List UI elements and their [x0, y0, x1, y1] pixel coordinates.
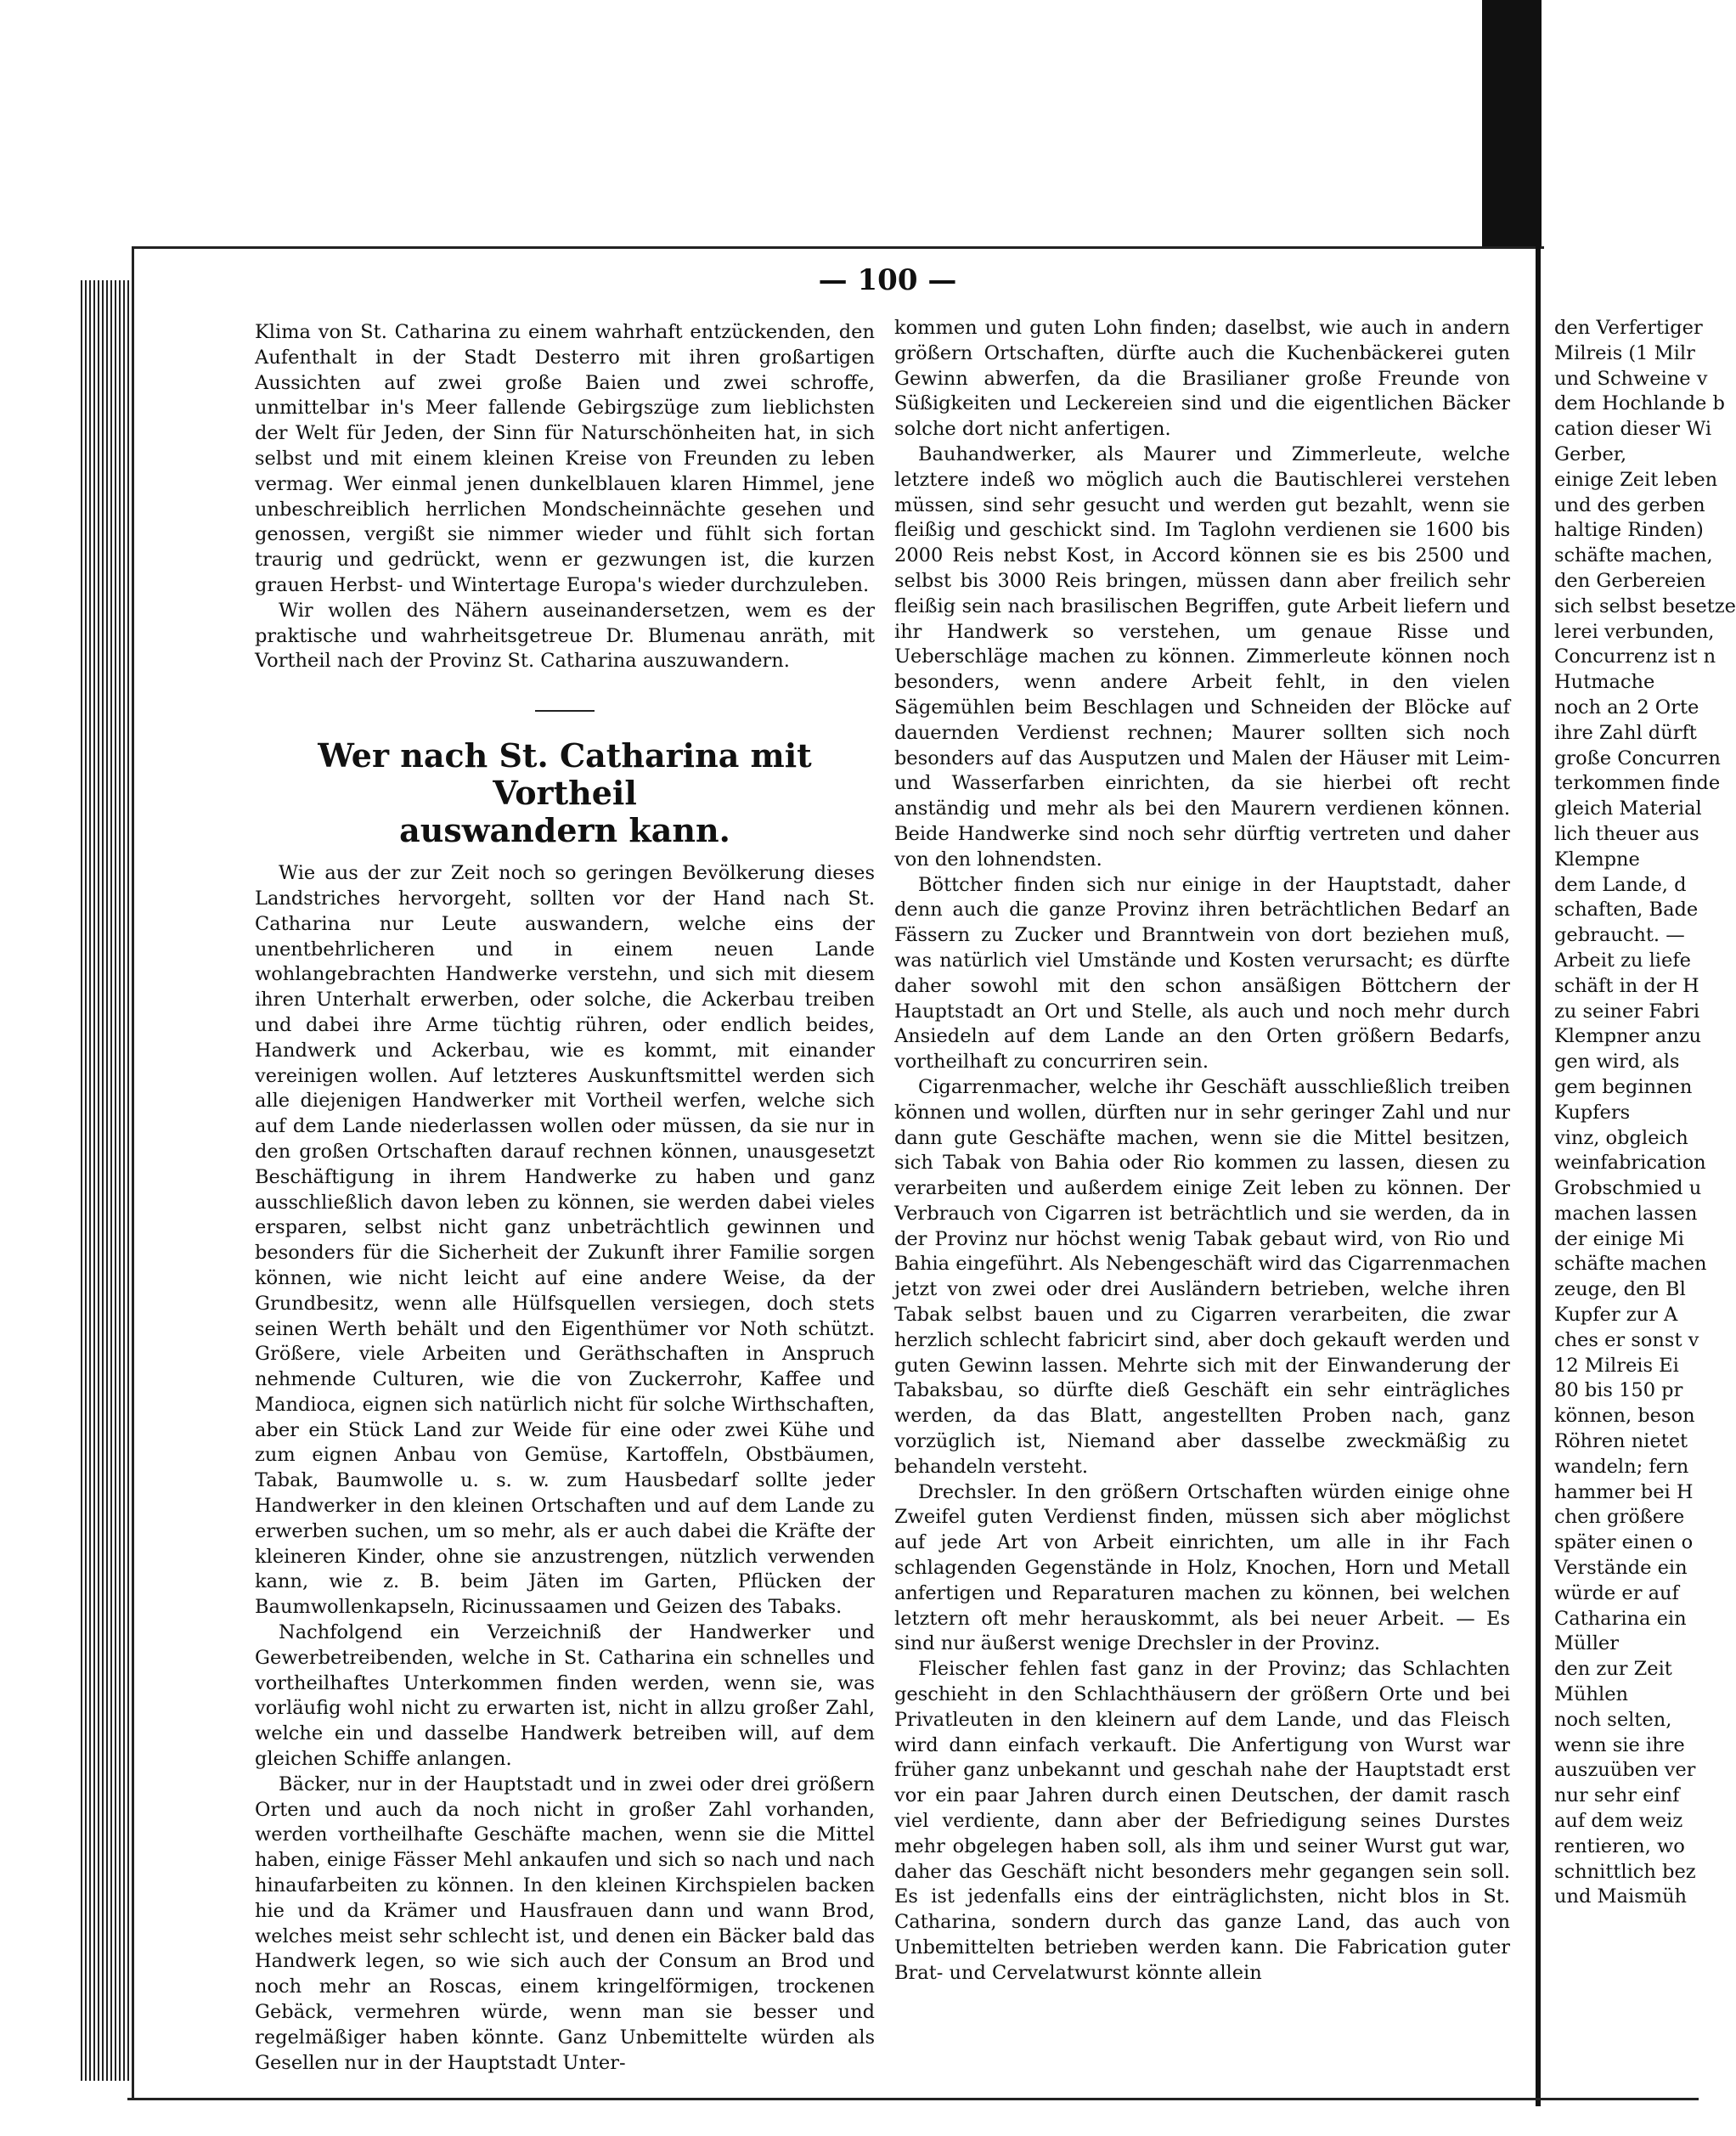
- right-column-line: Catharina ein: [1554, 1607, 1687, 1630]
- right-column-line: einige Zeit leben: [1554, 468, 1718, 491]
- right-column-line: nur sehr einf: [1554, 1784, 1680, 1807]
- right-column-cut-off: [1554, 316, 1736, 1910]
- right-column-line: und des gerben: [1554, 493, 1705, 516]
- right-column-line: auszuüben ver: [1554, 1759, 1696, 1782]
- right-column-line: schäfte machen,: [1554, 544, 1713, 567]
- right-column-line: Kupfer zur A: [1554, 1304, 1678, 1327]
- body-paragraph: Drechsler. In den größern Ortschaften würden einige ohne Zweifel guten Verdienst finden, müssen sich aber möglichst auf jede Art von Arbeit einrichten, um alle in ihr Fach schlagenden Gegenstände in Holz, Knochen, Horn und Metall anfertigen und Reparaturen machen zu können, bei welchen letztern oft mehr herauskommt, als bei neuer Arbeit. — Es sind nur äußerst wenige Drechsler in der Provinz.: [894, 1480, 1510, 1655]
- right-column-line: der einige Mi: [1554, 1227, 1684, 1250]
- right-column-line: dem Hochlande b: [1554, 392, 1725, 415]
- right-column-line: später einen o: [1554, 1531, 1694, 1554]
- right-column-line: wandeln; fern: [1554, 1455, 1689, 1478]
- right-column-line: lerei verbunden,: [1554, 620, 1715, 643]
- right-column-line: schäfte machen: [1554, 1253, 1707, 1276]
- body-paragraph: Nachfolgend ein Verzeichniß der Handwerker und Gewerbetreibenden, welche in St. Catharina ein schnelles und vortheilhaftes Unterkommen finden werden, wenn sie, was vorläufig wohl nicht zu erwarten ist, nicht in allzu großer Zahl, welche ein und dasselbe Handwerk betreiben will, auf dem gleichen Schiffe anlangen.: [255, 1621, 875, 1771]
- right-column-line: gebraucht. —: [1554, 924, 1685, 947]
- intro-paragraph: Wir wollen des Nähern auseinandersetzen, wem es der praktische und wahrheitsgetreue Dr. Blumenau anräth, mit Vortheil nach der Provinz St. Catharina auszuwandern.: [255, 599, 875, 673]
- right-column-line: cation dieser Wi: [1554, 418, 1712, 441]
- right-column-line: zeuge, den Bl: [1554, 1278, 1686, 1301]
- right-column-line: würde er auf: [1554, 1581, 1679, 1604]
- right-column-line: große Concurren: [1554, 747, 1721, 769]
- right-column-line: Verstände ein: [1554, 1557, 1688, 1580]
- book-gutter-shadow: [1482, 0, 1542, 246]
- right-column-line: lich theuer aus: [1554, 822, 1699, 845]
- right-column-line: Mühlen: [1554, 1683, 1629, 1706]
- right-column-line: den zur Zeit: [1554, 1658, 1672, 1681]
- right-column-line: haltige Rinden): [1554, 519, 1704, 542]
- right-column-line: Arbeit zu liefe: [1554, 949, 1691, 972]
- body-paragraph: Böttcher finden sich nur einige in der Hauptstadt, daher denn auch die ganze Provinz ihren beträchtlichen Bedarf an Fässern zu Zucker und Branntwein von dort beziehen muß, was natürlich viel Umstände und Kosten verursacht; es dürfte daher sowohl mit den schon ansäßigen Böttchern der Hauptstadt an Ort und Stelle, als auch und noch mehr durch Ansiedeln auf dem Lande an den Orten größern Bedarfs, vortheilhaft zu concurriren sein.: [894, 873, 1510, 1074]
- right-column-line: schäft in der H: [1554, 974, 1699, 997]
- right-column-line: noch an 2 Orte: [1554, 696, 1699, 719]
- right-column-line: Müller: [1554, 1632, 1619, 1655]
- book-gutter-line: [1536, 238, 1541, 2106]
- right-column-line: sich selbst besetze: [1554, 595, 1736, 617]
- right-column-line: Hutmache: [1554, 671, 1655, 694]
- right-column-line: können, beson: [1554, 1405, 1695, 1428]
- page-number: — 100 —: [818, 263, 957, 297]
- right-column-line: rentieren, wo: [1554, 1834, 1685, 1857]
- body-paragraph: Wie aus der zur Zeit noch so geringen Bevölkerung dieses Landstriches hervorgeht, sollten vor der Hand nach St. Catharina nur Leute auswandern, welche eins der unentbehrlicheren und in einem neuen Lande wohlangebrachten Handwerke verstehn, und sich mit diesem ihren Unterhalt erwerben, oder solche, die Ackerbau treiben und dabei ihre Arme tüchtig rühren, oder endlich beides, Handwerk und Ackerbau, wie es kommt, mit einander vereinigen wollen. Auf letzteres Auskunftsmittel werden sich alle diejenigen Handwerker mit Vortheil werfen, welche sich auf dem Lande niederlassen wollen oder müssen, da sie nur in den großen Ortschaften darauf rechnen können, unausgesetzt Beschäftigung in ihrem Handwerke zu haben und ganz ausschließlich davon leben zu können, sie werden dabei vieles ersparen, selbst nicht ganz unbeträchtlich gewinnen und besonders für die Sicherheit der Zukunft ihrer Familie sorgen können, wie nicht leicht auf eine andere Weise, da der Grundbesitz, wenn alle Hülfsquellen versiegen, doch stets seinen Werth behält und den Eigenthümer vor Noth schützt. Größere, viele Arbeiten und Geräthschaften in Anspruch nehmende Culturen, wie die von Zuckerrohr, Kaffee und Mandioca, eignen sich natürlich nicht für solche Wirthschaften, aber ein Stück Land zur Weide für eine oder zwei Kühe und zum eignen Anbau von Gemüse, Kartoffeln, Obstbäumen, Tabak, Baumwolle u. s. w. zum Hausbedarf sollte jeder Handwerker in den kleinen Ortschaften und auf dem Lande zu erwerben suchen, um so mehr, als er auch dabei die Kräfte der kleineren Kinder, ohne sie anzustrengen, nützlich verwenden kann, wie z. B. beim Jäten im Garten, Pflücken der Baumwollenkapseln, Ricinussaamen und Geizen des Tabaks.: [255, 862, 875, 1619]
- right-column-line: Röhren nietet: [1554, 1430, 1688, 1453]
- body-paragraph: kommen und guten Lohn finden; daselbst, wie auch in andern größern Ortschaften, dürfte auch die Kuchenbäckerei guten Gewinn abwerfen, da die Brasilianer große Freunde von Süßigkeiten und Leckereien sind und die eigentlichen Bäcker solche dort nicht anfertigen.: [894, 317, 1510, 441]
- right-column-line: gem beginnen: [1554, 1075, 1693, 1098]
- right-column-line: ches er sonst v: [1554, 1328, 1699, 1351]
- right-column-line: Milreis (1 Milr: [1554, 341, 1695, 364]
- section-heading: [255, 737, 875, 849]
- right-column-line: Concurrenz ist n: [1554, 645, 1716, 668]
- right-column-line: gen wird, als: [1554, 1051, 1680, 1074]
- right-column-line: noch selten,: [1554, 1708, 1672, 1731]
- middle-column: [894, 316, 1510, 1987]
- right-column-line: machen lassen: [1554, 1202, 1698, 1225]
- body-paragraph: Cigarrenmacher, welche ihr Geschäft ausschließlich treiben können und wollen, dürften nur in sehr geringer Zahl und nur dann gute Geschäfte machen, wenn sie die Mittel besitzen, sich Tabak von Bahia oder Rio kommen zu lassen, diesen zu verarbeiten und außerdem einige Zeit leben zu können. Der Verbrauch von Cigarren ist beträchtlich und sie werden, da in der Provinz nur höchst wenig Tabak gebaut wird, von Rio und Bahia eingeführt. Als Nebengeschäft wird das Cigarrenmachen jetzt von zwei oder drei Ausländern betrieben, welche ihren Tabak selbst bauen und zu Cigarren verarbeiten, die zwar herzlich schlecht fabricirt sind, aber doch gekauft werden und guten Gewinn lassen. Mehrte sich mit der Einwanderung der Tabaksbau, so dürfte dieß Geschäft ein sehr einträgliches werden, da das Blatt, angestellten Proben nach, ganz vorzüglich ist, Niemand aber dasselbe zweckmäßig zu behandeln versteht.: [894, 1075, 1510, 1478]
- right-column-line: und Schweine v: [1554, 367, 1708, 390]
- left-column: [255, 320, 875, 2076]
- right-column-line: wenn sie ihre: [1554, 1733, 1685, 1756]
- right-column-line: und Maismüh: [1554, 1885, 1688, 1908]
- right-column-line: Klempne: [1554, 848, 1640, 871]
- right-column-line: 12 Milreis Ei: [1554, 1354, 1679, 1377]
- section-heading-line: Wer nach St. Catharina mit Vortheil: [318, 736, 812, 813]
- right-column-line: ihre Zahl dürft: [1554, 721, 1697, 744]
- section-divider: [535, 710, 595, 712]
- body-paragraph: Fleischer fehlen fast ganz in der Provinz; das Schlachten geschieht in den Schlachthäusern der größern Orte und bei Privatleuten in den kleinern auf dem Lande, und das Fleisch wird dann einfach verkauft. Die Anfertigung von Wurst war früher ganz unbekannt und geschah nahe der Hauptstadt erst vor ein paar Jahren durch einen Deutschen, der damit rasch viel verdiente, dann aber der Befriedigung seines Durstes mehr obgelegen haben soll, als ihm und seiner Wurst gut war, daher das Geschäft nicht besonders mehr gegangen sein soll. Es ist jedenfalls eins der einträglichsten, nicht blos in St. Catharina, sondern durch das ganze Land, das auch von Unbemittelten betrieben werden kann. Die Fabrication guter Brat- und Cervelatwurst könnte allein: [894, 1658, 1510, 1984]
- intro-paragraph: Klima von St. Catharina zu einem wahrhaft entzückenden, den Aufenthalt in der Stadt Desterro mit ihren großartigen Aussichten auf zwei große Baien und zwei schroffe, unmittelbar in's Meer fallende Gebirgszüge zum lieblichsten der Welt für Jeden, der Sinn für Naturschönheiten hat, in sich selbst und mit einem kleinen Kreise von Freunden zu leben vermag. Wer einmal jenen dunkelblauen klaren Himmel, jene unbeschreiblich herrlichen Mondscheinnächte gesehen und genossen, vergißt sie nimmer wieder und fühlt sich fortan traurig und gedrückt, wenn er gezwungen ist, die kurzen grauen Herbst- und Wintertage Europa's wieder durchzuleben.: [255, 321, 875, 596]
- section-heading-line: auswandern kann.: [399, 811, 730, 850]
- right-column-line: gleich Material: [1554, 797, 1702, 820]
- right-column-line: dem Lande, d: [1554, 873, 1687, 896]
- right-column-line: Gerber,: [1554, 442, 1627, 465]
- right-column-line: schaften, Bade: [1554, 899, 1699, 921]
- right-column-line: schnittlich bez: [1554, 1860, 1696, 1883]
- right-column-line: chen größere: [1554, 1506, 1685, 1529]
- body-paragraph: Bauhandwerker, als Maurer und Zimmerleute, welche letztere indeß wo möglich auch die Bautischlerei verstehen müssen, sind sehr gesucht und werden gut bezahlt, wenn sie fleißig und geschickt sind. Im Taglohn verdienen sie 1600 bis 2000 Reis nebst Kost, in Accord können sie es bis 2500 und selbst bis 3000 Reis bringen, müssen dann aber freilich sehr fleißig sein nach brasilischen Begriffen, gute Arbeit liefern und ihr Handwerk so verstehen, um genaue Risse und Ueberschläge machen zu können. Zimmerleute können noch besonders, wenn andere Arbeit fehlt, in den vielen Sägemühlen beim Beschlagen und Schneiden der Blöcke auf dauernden Verdienst rechnen; Maurer sollten sich noch besonders auf das Ausputzen und Malen der Häuser mit Leim- und Wasserfarben einrichten, da sie hierbei oft recht anständig und mehr als bei den Maurern verdienen können. Beide Handwerke sind noch sehr dürftig vertreten und daher von den lohnendsten.: [894, 442, 1510, 871]
- right-column-line: den Gerbereien: [1554, 569, 1706, 592]
- right-column-line: hammer bei H: [1554, 1480, 1694, 1503]
- right-column-line: zu seiner Fabri: [1554, 1000, 1700, 1023]
- right-column-line: den Verfertiger: [1554, 317, 1703, 339]
- right-column-line: weinfabrication: [1554, 1152, 1706, 1175]
- right-column-line: Kupfers: [1554, 1101, 1631, 1124]
- right-column-line: Klempner anzu: [1554, 1025, 1702, 1048]
- right-column-line: terkommen finde: [1554, 772, 1721, 795]
- body-paragraph: Bäcker, nur in der Hauptstadt und in zwei oder drei größern Orten und auch da noch nicht in großer Zahl vorhanden, werden vortheilhafte Geschäfte machen, wenn sie die Mittel haben, einige Fässer Mehl ankaufen und sich so nach und nach hinaufarbeiten zu können. In den kleinen Kirchspielen backen hie und da Krämer und Hausfrauen dann und wann Brod, welches meist sehr schlecht ist, und denen ein Bäcker bald das Handwerk legen, so wie sich auch der Consum an Brod und noch mehr an Roscas, einem kringelförmigen, trockenen Gebäck, vermehren würde, wenn man sie besser und regelmäßiger haben könnte. Ganz Unbemittelte würden als Gesellen nur in der Hauptstadt Unter-: [255, 1772, 875, 2074]
- right-column-line: Grobschmied u: [1554, 1177, 1702, 1200]
- right-column-line: 80 bis 150 pr: [1554, 1379, 1683, 1402]
- right-column-line: vinz, obgleich: [1554, 1126, 1688, 1149]
- right-column-line: auf dem weiz: [1554, 1810, 1683, 1833]
- page-bottom-edge: [127, 2098, 1699, 2100]
